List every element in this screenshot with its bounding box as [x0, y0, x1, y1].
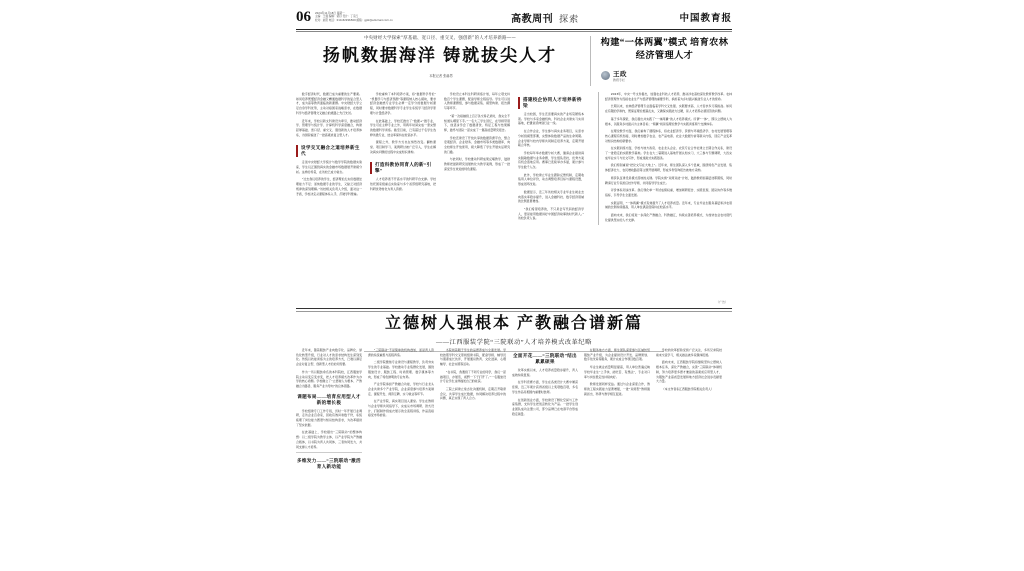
- paragraph: 面向未来，江西服装学院将继续坚持立德树人根本任务，深化产教融合，完善“三院联动”体制机制，努力培养更多德才兼备的高素质应用型人才，为服装产业高质量发展和地方经济社会进步贡献更大力量。: [656, 360, 722, 384]
- paragraph: 在理论教学方面，我们重构了课程体系，将农业经济学、资源与环境经济学、农村发展管理等核心课程有机衔接，同时增加数字农业、农产品电商、农业大数据分析等新兴内容，回应产业变革对知识结构的新要求。: [605, 129, 732, 143]
- paragraph: 评价体系同步改革。我们弱化单一考试成绩权重，增加调研报告、实践表现、团队协作等多维指标，引导学生全面发展。: [605, 188, 732, 197]
- avatar: [601, 71, 610, 80]
- paragraph: “我们希望培养的，不只是会写代码的经济学人，更是能用数据讲好中国经济故事的时代新人。”该校负责人说。: [518, 206, 584, 221]
- masthead-rule-thin: [296, 31, 732, 32]
- author-subtitle: 教授专栏: [613, 77, 626, 82]
- side-article-title: 构建“一体两翼”模式 培育农林经济管理人才: [600, 37, 729, 61]
- section-divider: [296, 308, 732, 309]
- paragraph: 在此基础上，学校还推出了“数据+”微专业，学生可在主修专业之外，用两年时间完成一套完整的数据科学训练。截至目前，已有超过千名学生选修该微专业，结业率保持在较高水平。: [370, 118, 436, 137]
- subheading: 搭建校企协同人才培养新桥梁: [518, 97, 584, 109]
- paragraph: 我们特别重视“把论文写在大地上”。近年来，师生团队深入多个县域，围绕特色产业发展、集体经济壮大、农民增收路径等主题开展调研，形成多份咨询报告被地方采纳。: [605, 163, 732, 173]
- paragraph: 作为一所以服装命名的本科院校，江西服装学院主动识变应变求变，把人才培养模式改革作为办学的核心命题。学校确立了“立德树人为根本、产教融合为路径、服务产业为导向”的总体思路。: [296, 369, 362, 388]
- lead-byline: 本报记者 张赫男: [429, 74, 453, 79]
- feature-columns: [296, 348, 732, 473]
- lead-column-2: [370, 92, 436, 195]
- paragraph: 书院则着眼于学生的品德养成与全面发展。学校按照学科交叉原则组建书院，配备导师、辅导员与朋辈成长伙伴，开展通识教育、文化浸润、心理辅导、社会实践等活动。: [440, 348, 506, 367]
- paragraph: 此外，学校建立毕业生跟踪反馈机制，定期收集用人单位评价，动态调整培养目标与课程设置，形成闭环改进。: [518, 172, 584, 187]
- subheading: 全面开花——“三院联动”结出累累硕果: [513, 353, 577, 364]
- feature-article-area: [296, 314, 732, 566]
- paragraph: 学校还建设了开放共享的数据资源平台，整合宏观经济、企业财务、金融市场等多类数据库，向全校师生开放使用，极大降低了学生开展实证研究的门槛。: [444, 135, 510, 154]
- feature-column-6: [656, 348, 722, 473]
- feature-subtitle: ——江西服装学院“三院联动”人才培养模式改革纪略: [435, 339, 593, 347]
- side-article-head: [590, 36, 732, 86]
- subheading: 打造科教协同育人的新“引擎”: [370, 162, 436, 174]
- paragraph: 学校重构了本科培养方案，将“数据科学导论”“机器学习与经济预测”等课程纳入核心模块，要求经济金融类专业学生必修一定学分的数据分析课程，同时要求数据科学专业学生系统学习经济学原理与计量经济学。: [370, 92, 436, 115]
- paragraph: 在合作企业，学生参与真实业务项目，从需求分析到模型部署，完整体验数据产品的生命周期。企业导师与校内导师共同制定培养方案，定期开展联合考核。: [518, 129, 584, 148]
- paragraph: 近年来，学校以新文科建设为牵引，推动经济学、管理学与统计学、计算机科学深度融合，构建起厚基础、宽口径、重交叉、强创新的人才培养体系，为国家输送了一批高素质复合型人才。: [296, 118, 362, 137]
- masthead-rule: [296, 29, 732, 30]
- masthead: [296, 5, 732, 29]
- paragraph: 长期以来，农林经济管理专业面临着学科交叉性强、实践要求高、人才需求多元等挑战。如何在有限的学制内，既保证理论根基扎实，又确保实践能力过硬，是人才培养必须回答的问题。: [605, 104, 732, 114]
- section-subtitle: 探索: [559, 13, 580, 24]
- folio-meta-line-2: 主编：王强 编辑：梁丹 设计：丁京红: [315, 15, 359, 18]
- paragraph: 近年来，随着服装产业向数字化、品牌化、绿色化转型升级，行业对人才的需求结构发生深刻变化。传统以技能训练为主的培养方式，已难以满足企业对复合型、创新型人才的迫切需要。: [296, 348, 362, 367]
- paragraph: 在创新创业方面，学校建设了孵化空间与工作室集群，支持学生把创意转化为产品。一批学生创业团队成功注册公司，部分品牌已在电商平台形成稳定销量。: [512, 397, 578, 416]
- paragraph: 数字经济时代，数据已成为重要的生产要素。如何培养既懂经济金融又精通数据科学的复合型人才，成为高等教育面临的新课题。中央财经大学立足自身学科优势，主动对接国家战略需求，在数据科学与经济管理交叉融合的道路上先行先试。: [296, 92, 362, 115]
- section-heading: [511, 10, 579, 25]
- folio-meta-line-1: 2024年11月18日 星期一: [315, 11, 345, 15]
- lead-headline-block: [296, 36, 584, 78]
- paragraph: 在实践训练方面，学校与地方政府、农业龙头企业、农民专业合作社建立长期合作关系，建设了一批稳定的实践教学基地。学生在大二暑期进入基地开展认知实习，大三参与专题调研，大四完成毕业实习与论文写作，形成递进式实践链条。: [605, 146, 732, 160]
- section-title: 高教周刊: [511, 13, 554, 25]
- paragraph: 改革实施以来，人才培养质量稳步提升，育人成效持续显现。: [512, 368, 578, 377]
- paragraph: 与此同时，学校推动科研成果反哺教学，鼓励教师把最新研究进展转化为教学案例，形成了一批深受学生欢迎的特色课程。: [444, 157, 510, 171]
- paragraph: 学校设立本科生科研训练计划，每年立项支持数百个学生课题，配备导师全程指导。学生可以进入教师课题组，参与数据采集、模型构建、报告撰写等环节。: [444, 92, 510, 111]
- paragraph: 教师发展同样受益。通过与企业深度合作，教师的工程实践能力显著增强，一批“双师型”教师脱颖而出，科研与教学相互促进。: [584, 382, 650, 396]
- paragraph: 课程之外，教学方式也在悄然改变。翻转课堂、项目制学习、案例研讨被广泛引入，学生在解决真实问题的过程中完成知识建构。: [370, 140, 436, 154]
- paragraph: 毕业生就业质量明显提高，用人单位普遍反映学校毕业生“上手快、能吃苦、有想法”，专业对口率与岗位稳定性持续向好。: [584, 365, 650, 379]
- advert-mark: （广告）: [715, 300, 728, 304]
- paragraph: 学校的改革经验受到广泛关注，多所兄弟院校前来交流学习，相关做法被多家媒体报道。: [656, 348, 722, 357]
- paragraph: 在此基础上，学校提出“三院联动”的整体构想：以二级学院为教学主体，以产业学院为产教融合载体，以书院为育人共同体，三者协同发力，共同支撑人才培养。: [296, 430, 362, 449]
- paragraph: 面向未来，我们将进一步深化产教融合、科教融汇，持续完善培养模式，为加快农业农村现代化提供坚实的人才支撑。: [605, 213, 732, 222]
- feature-column-3: [440, 348, 506, 473]
- lead-column-1: [296, 92, 362, 199]
- lead-kicker: 中央财经大学探索“厚基础、宽口径、重交叉、强创新”的人才培养新路——: [364, 36, 516, 41]
- paragraph: 在学科竞赛方面，学生在各类设计大赛中屡获佳绩，近三年累计获得省级以上奖项数百项，多名学生作品亮相国内重要时装周。: [512, 380, 578, 394]
- paragraph: 学校每年举办数据分析大赛，邀请企业提供真实脱敏数据与业务命题，学生组队竞技，优秀方案有机会落地应用。赛事已连续举办多届，累计参与学生数千人次。: [518, 150, 584, 170]
- feature-headline-block: [296, 314, 732, 352]
- column-rule: [296, 452, 362, 453]
- feature-column-4: [512, 348, 578, 473]
- page-number: 06: [296, 8, 311, 25]
- paragraph: 实践证明，“一体两翼”模式有效提升了人才培养质量。近年来，专业毕业生服务基层和涉农领域的比例持续提高，用人单位满意度保持在较高水平。: [605, 200, 732, 210]
- lead-headline: 扬帆数据海洋 铸就拔尖人才: [322, 45, 558, 65]
- paragraph: 走进中央财经大学统计与数学学院的数据实验室，学生们正围绕真实的金融市场数据展开建模分析。这样的场景，在该校已成为常态。: [296, 160, 362, 174]
- lead-column-3: [444, 92, 510, 175]
- folio-meta: [315, 10, 393, 23]
- paragraph: 基于多年探索，我们提出并实践了“一体两翼”的人才培养模式。所谓“一体”，即以立德树人为根本，以服务乡村振兴为主体目标；“两翼”则是指理论教学与实践训练两个支撑体系。: [605, 116, 732, 126]
- subheading: 多维发力——“三院联动”激活育人新动能: [297, 457, 361, 469]
- folio: [296, 10, 393, 25]
- subheading: 设学交叉融合之道培养新生代: [296, 145, 362, 157]
- author-name: 王政: [613, 70, 627, 78]
- paragraph: 在产业学院，真实项目进入课堂。学生在教师与企业导师共同指导下，完成从市场调研、款式设计、打版制作到成衣展示的全流程训练，作品直接接受市场检验。: [368, 399, 434, 418]
- feature-column-2: [368, 348, 434, 473]
- paragraph: 产业学院承担产教融合功能，学校与行业龙头企业共建多个产业学院，企业深度参与培养方案制定、课程开发、师资互聘、实习就业等环节。: [368, 382, 434, 396]
- paragraph: （本文作者系江西服装学院相关负责人）: [661, 386, 714, 391]
- feature-title: 立德树人强根本 产教融合谱新篇: [384, 315, 643, 332]
- paragraph: “在书院，我遇到了不同专业的同学，我们一起做项目、办展览，视野一下子打开了。”一名服装设计专业学生这样描述自己的收获。: [440, 369, 506, 384]
- paragraph: 人才培养离不开高水平的科研平台支撑。学校依托国家级重点实验室与多个省部级研究基地，把科研优势转化为育人资源。: [370, 177, 436, 191]
- side-article-column: [598, 92, 732, 225]
- paragraph: 数据显示，近三年该校相关专业毕业生就业去向落实率稳步提升，进入金融科技、数字经济领域的比例显著增加。: [518, 189, 584, 204]
- paragraph: 走出校园，学生还需要真实的产业场景锤炼本领。学校与多家金融机构、科技企业共建实习实训基地，把课堂延伸到行业一线。: [518, 112, 584, 126]
- paragraph: 师资队伍建设是模式落地的关键。学院实施“双师双能”计划，鼓励教师到基层挂职锻炼，同时聘请行业专家担任校外导师，共同指导学生成长。: [605, 175, 732, 185]
- paragraph: 三院之间建立常态化沟通机制，定期召开联席会议，共享学生成长数据，协同解决培养过程中的问题，真正实现了育人合力。: [440, 386, 506, 401]
- subheading: 课题布局——培育应用型人才新的增长极: [297, 393, 361, 405]
- feature-column-5: [584, 348, 650, 473]
- feature-column-1: [296, 348, 362, 473]
- folio-meta-line-3: 校对：赵阳 电话：010-82296569 邮箱：gjzk@edumail.com.cn: [315, 18, 393, 22]
- paragraph: “三院联动”不是简单的机构叠加，而是育人资源的系统重组与流程再造。: [368, 348, 434, 357]
- side-article-author: [601, 69, 732, 82]
- paper-name: 中国教育报: [679, 14, 732, 24]
- paragraph: 学校组建专门工作专班，历时一年开展行业调研，走访企业百余家，回收有效问卷数千份，系统梳理了岗位能力图谱与知识结构需求，为改革提供了坚实依据。: [296, 408, 362, 427]
- top-article-area: [296, 36, 732, 308]
- paragraph: 2023年，中央一号文件提出，加强农业科技人才培养，推动涉农高校深化教育教学改革。农林经济管理作为连接农业生产与经济管理的重要学科，承担着为乡村振兴输送专业人才的使命。: [605, 92, 732, 101]
- paragraph: “过去我们培养的学生，经济理论扎实但数据处理能力不足；而纯数据专业的学生，又缺乏对经济规律的深刻理解。”该校相关负责人介绍，面对这一矛盾，学校决定从课程体系入手，打破学科壁垒。: [296, 177, 362, 196]
- paragraph: “第一次接触到上百万条交易记录时，我完全不知道从哪里下手。”一名大三学生回忆，在导师带领下，他逐步学会了数据清洗、特征工程与结果解释，最终与团队一起完成了一篇高质量研究报告。: [444, 113, 510, 132]
- lead-column-4: [518, 92, 584, 224]
- section-divider-thin: [296, 311, 732, 312]
- paragraph: 在服务地方方面，师生团队深度参与区域纺织服装产业升级，为企业提供设计开发、品牌策划、数字化改造等服务，累计完成合作项目数百项。: [584, 348, 650, 362]
- paragraph: 二级学院聚焦专业建设与课程教学，负责夯实学生的专业基础。学校推动专业集群化发展，围绕服装设计、服装工程、时尚管理、数字媒体等方向，形成了特色鲜明的专业布局。: [368, 360, 434, 379]
